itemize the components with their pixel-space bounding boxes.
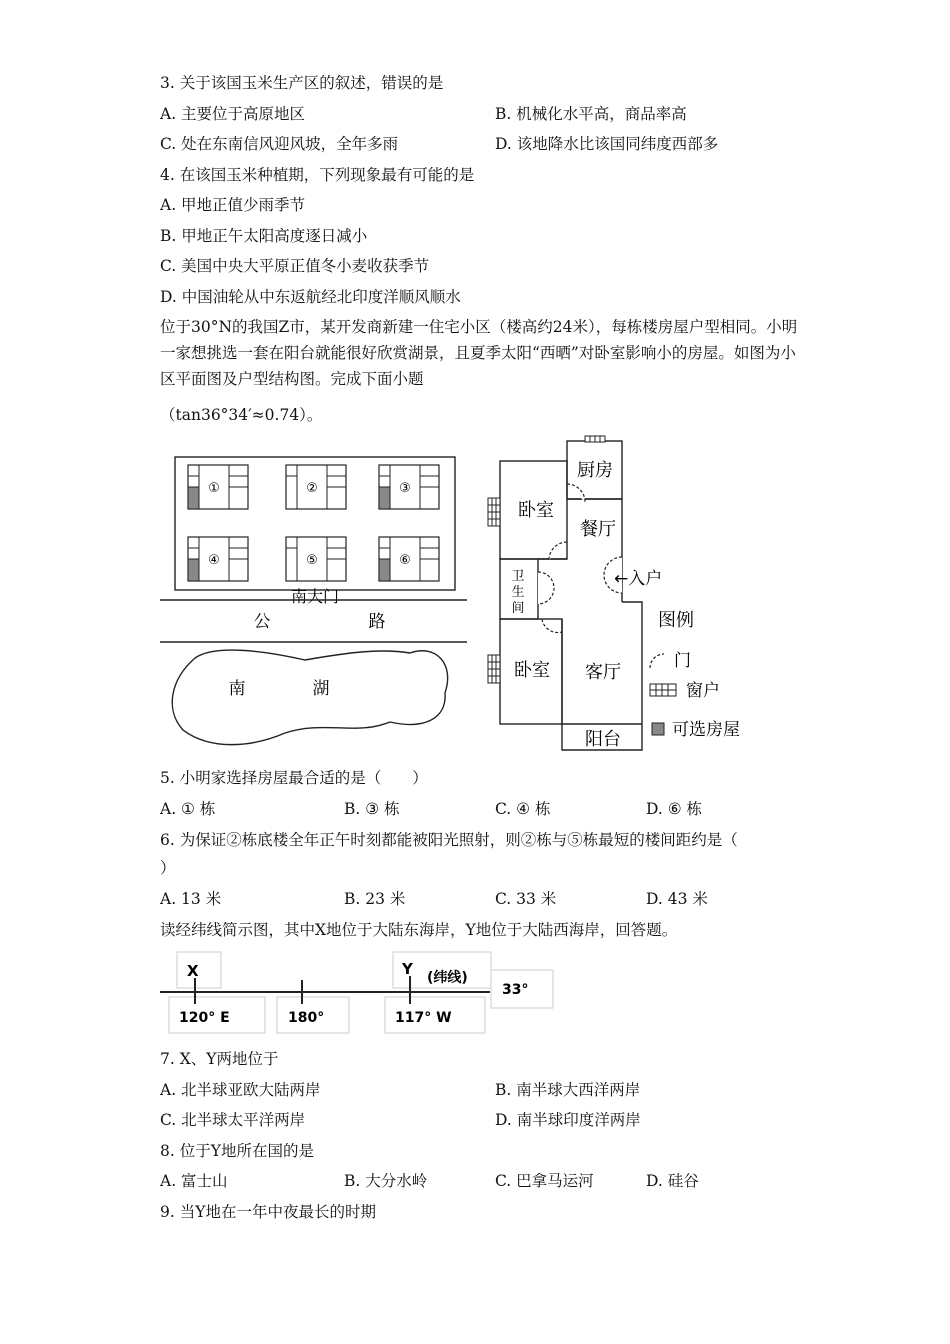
legend-selectable-label: 可选房屋 [672,720,740,740]
site-plan-figure [155,448,475,760]
q7-option-c: C. 北半球太平洋两岸 [160,1111,306,1129]
entrance-label: ←入户 [614,569,663,589]
q5-option-a: A. ① 栋 [160,800,216,818]
latlon-diagram [155,948,565,1038]
x-point-label: X [187,962,199,980]
legend-window-icon [650,684,676,696]
window-kitchen-icon [585,436,605,442]
legend-door-icon [650,654,664,668]
q9-stem: 9. 当Y地在一年中夜最长的时期 [160,1203,376,1221]
balcony-label: 阳台 [585,729,621,750]
building-3 [379,465,439,509]
q6-option-a: A. 13 米 [160,890,222,908]
selectable-unit-marker [379,487,390,509]
q4-stem: 4. 在该国玉米种植期，下列现象最有可能的是 [160,166,475,184]
q3-option-b: B. 机械化水平高，商品率高 [495,105,687,123]
legend-selectable-icon [652,723,664,735]
q5-option-b: B. ③ 栋 [344,800,400,818]
q8-option-a: A. 富士山 [160,1172,228,1190]
q7-stem: 7. X、Y两地位于 [160,1050,279,1068]
selectable-unit-marker [188,559,199,581]
building-label: ⑤ [306,553,318,568]
q5-option-d: D. ⑥ 栋 [646,800,703,818]
door-bedroom-bottom-icon [542,619,562,633]
q4-option-c: C. 美国中央大平原正值冬小麦收获季节 [160,257,430,275]
latitude-value-label: 33° [502,982,529,998]
q8-stem: 8. 位于Y地所在国的是 [160,1142,314,1160]
passage-intro-latlon: 读经纬线简示图，其中X地位于大陆东海岸，Y地位于大陆西海岸，回答题。 [160,921,678,939]
building-label: ① [208,481,220,496]
q3-stem: 3. 关于该国玉米生产区的叙述，错误的是 [160,74,444,92]
bedroom-top-label: 卧室 [518,500,554,521]
building-label: ② [306,481,318,496]
y-point-label: Y [402,960,413,978]
building-1 [188,465,248,509]
road-label-2: 路 [368,612,386,632]
living-room-label: 客厅 [585,662,621,683]
window-bedroom-top-icon [488,498,500,526]
x-label-box [177,952,221,988]
q8-option-d: D. 硅谷 [646,1172,699,1190]
bathroom-label-2: 生 [511,585,525,600]
q8-option-b: B. 大分水岭 [344,1172,428,1190]
building-2 [286,465,346,509]
door-bedroom-top-icon [549,542,567,560]
q7-option-a: A. 北半球亚欧大陆两岸 [160,1081,321,1099]
dining-label: 餐厅 [580,519,616,540]
south-lake-outline [172,650,447,745]
q4-option-a: A. 甲地正值少雨季节 [160,196,306,214]
building-4 [188,537,248,581]
kitchen-label: 厨房 [577,460,613,481]
building-label: ③ [399,481,411,496]
q6-option-d: D. 43 米 [646,890,708,908]
selectable-unit-marker [379,559,390,581]
q4-option-b: B. 甲地正午太阳高度逐日减小 [160,227,368,245]
q6-option-b: B. 23 米 [344,890,406,908]
q7-option-b: B. 南半球大西洋两岸 [495,1081,641,1099]
bedroom-bottom-label: 卧室 [514,660,550,681]
passage-formula: （tan36°34′≈0.74）。 [160,406,323,424]
lon-y-label: 117° W [395,1010,452,1026]
passage-intro-housing: 位于30°N的我国Z市，某开发商新建一住宅小区（楼高约24米），每栋楼房屋户型相同。小明一家想挑选一套在阳台就能很好欣赏湖景，且夏季太阳“西晒”对卧室影响小的房屋。如图为小区平面图及户型结构图。完成下面小题 [160,318,798,388]
lon-mid-label: 180° [288,1010,325,1026]
q7-option-d: D. 南半球印度洋两岸 [495,1111,641,1129]
bathroom-label-1: 卫 [511,569,525,584]
q6-option-c: C. 33 米 [495,890,557,908]
q8-option-c: C. 巴拿马运河 [495,1172,594,1190]
q3-option-a: A. 主要位于高原地区 [160,105,306,123]
building-label: ⑥ [399,553,411,568]
building-6 [379,537,439,581]
q5-stem: 5. 小明家选择房屋最合适的是（ ） [160,769,428,787]
q3-option-c: C. 处在东南信风迎风坡，全年多雨 [160,135,399,153]
legend-window-label: 窗户 [686,681,720,701]
latitude-note-label: (纬线) [427,970,468,986]
q3-option-d: D. 该地降水比该国同纬度西部多 [495,135,719,153]
south-gate-label: 南大门 [290,587,340,606]
legend-door-label: 门 [674,651,691,671]
floor-plan-figure [480,432,780,757]
q6-stem: 6. 为保证②栋底楼全年正午时刻都能被阳光照射，则②栋与⑤栋最短的楼间距约是（ [160,831,738,849]
q4-option-d: D. 中国油轮从中东返航经北印度洋顺风顺水 [160,288,461,306]
q6-stem-continued: ） [160,859,176,877]
selectable-unit-marker [188,487,199,509]
door-bathroom-icon [538,572,554,604]
lon-x-label: 120° E [179,1010,230,1026]
building-5 [286,537,346,581]
bathroom-label-3: 间 [511,601,525,616]
buildings-group [188,465,439,581]
q5-option-c: C. ④ 栋 [495,800,551,818]
window-bedroom-bottom-icon [488,655,500,683]
legend-title: 图例 [658,610,694,631]
lake-label-1: 南 [228,679,246,699]
building-label: ④ [208,553,220,568]
lake-label-2: 湖 [312,679,330,699]
road-label-1: 公 [253,612,271,632]
